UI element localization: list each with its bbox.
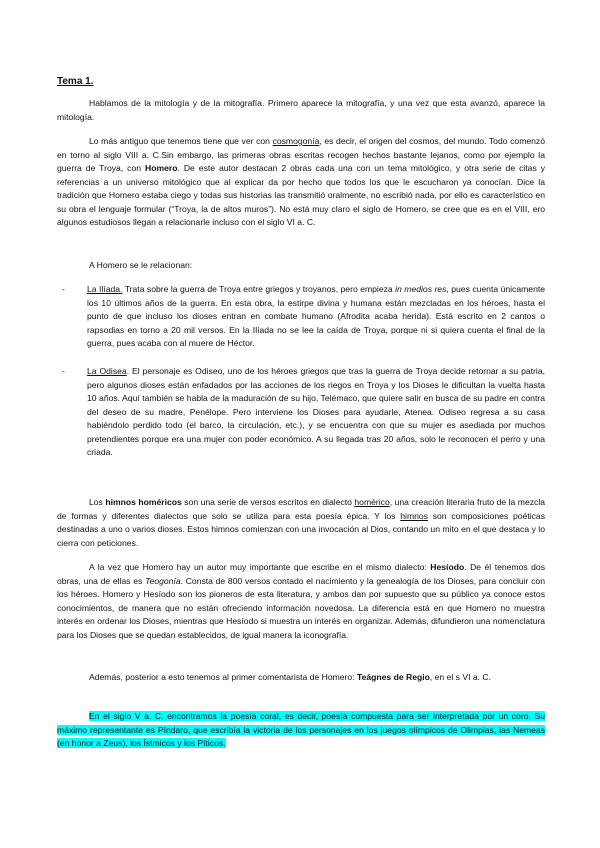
paragraph-poesia-coral bbox=[57, 710, 545, 751]
paragraph-text: Hablamos de la mitología y de la mitografía. Primero aparece la mitografía, y una vez que esta avanzó, aparece la mitología. bbox=[57, 98, 545, 122]
text-run: , pues cuenta únicamente los 10 últimos años de la guerra. En esta obra, la estirpe divina y humana están mezcladas en los héroes, hasta el punto de que incluso los dioses entran en combate humano (Afrodita acaba herida). Está escrito en 2 cantos o rapsodias en torno a 20 mil versos. En la Ilíada no se lee la caída de Troya, porque ni si quiera cuenta el final de la guerra, pues acaba con al muere de Héctor. bbox=[87, 284, 546, 348]
text-run: , una creación literaria fruto de la mezcla de formas y diferentes dialectos que solo se utiliza para esta poesía épica. Y los bbox=[57, 497, 546, 521]
author-homero: Homero bbox=[145, 163, 178, 173]
term-himnos: himnos bbox=[400, 510, 428, 521]
list-item-odisea bbox=[57, 365, 545, 460]
highlighted-text: En el siglo V a. C. encontramos la poesía coral, es decir, poesía compuesta para ser interpretada por un coro. Su máximo representante es Píndaro, que escribía la victoria de los personajes en los juegos olímpicos de Olimpias, las Nemeas (en honor a Zeus), los Ístmicos y los Píticos. bbox=[57, 711, 545, 748]
text-run: Los bbox=[89, 497, 106, 507]
term-himnos-homericos: himnos homéricos bbox=[105, 497, 182, 507]
term-cosmogonia: cosmogonía bbox=[272, 136, 320, 146]
list-bullet: - bbox=[62, 284, 65, 294]
text-run: , en el s VI a. C. bbox=[429, 672, 492, 682]
text-run: Trata sobre la guerra de Troya entre griegos y troyanos, pero empieza bbox=[122, 284, 396, 294]
paragraph-himnos bbox=[57, 496, 545, 550]
work-title-odisea: La Odisea bbox=[87, 366, 127, 376]
list-item-iliada bbox=[57, 283, 545, 351]
author-hesiodo: Hesíodo bbox=[430, 562, 465, 572]
list-bullet: - bbox=[62, 366, 65, 376]
text-run: Además, posterior a esto tenemos al primer comentarista de Homero: bbox=[89, 672, 357, 682]
paragraph-intro-list bbox=[57, 259, 545, 273]
work-title-iliada: La Ilíada. bbox=[87, 284, 123, 294]
italic-phrase: in medios res bbox=[395, 284, 447, 294]
paragraph-hesiodo bbox=[57, 561, 545, 642]
term-homerico: homérico bbox=[354, 497, 390, 507]
text-run: A la vez que Homero hay un autor muy importante que escribe en el mismo dialecto: bbox=[89, 562, 431, 572]
text-run: . Consta de 800 versos contado el nacimiento y la genealogía de los Dioses, para concluir con los héroes. Homero y Hesíodo son los pioneros de esta literatura, y ambos dan por supuesto que su público ya conoce estos conocimientos, de manera que no están ofreciendo información novedosa. La diferencia está en que Homero no muestra interés en ordenar los Dioses, mientras que Hesíodo si muestra un interés en organizar. Además, difundieron una nomenclatura para los Dioses que se quedan establecidos, de igual manera la iconografía. bbox=[57, 575, 545, 640]
text-run: , es decir, el origen del cosmos, del mundo. Todo comenzó en torno al siglo VIII a. C.Sin embargo, las primeras obras escritas recogen hechos bastante lejanos, como por ejemplo la guerra de Troya, con bbox=[57, 136, 545, 173]
paragraph-teagnes bbox=[57, 671, 545, 685]
paragraph-cosmogonia bbox=[57, 135, 545, 230]
work-title-teogonia: Teogonía bbox=[145, 575, 181, 586]
text-run: son una serie de versos escritos en dialecto bbox=[181, 497, 355, 507]
paragraph-mitologia bbox=[57, 97, 545, 124]
paragraph-text: A Homero se le relacionan: bbox=[89, 260, 193, 270]
text-run: son composiciones poéticas destinadas a uno o varios dioses. Estos himnos comienzan con una invocación al Dios, contando un mito en el que destaca y lo cierra con peticiones. bbox=[57, 510, 546, 548]
text-run: . El personaje es Odiseo, uno de los héroes griegos que tras la guerra de Troya decide retornar a su patria, pero algunos dioses están enfadados por las acciones de los riegos en Troya y los Dioses le dificultan la vuelta hasta 10 años. Aquí también se habla de la maduración de su hijo, Telémaco, que quiere salir en busca de su padre en contra del deseo de su madre, Penélope. Pero interviene los Dioses para ayudarle, Atenea. Odiseo regresa a su casa habiéndolo perdido todo (el barco, la circulación, etc.), y se encuentra con que su mujer es asediada por muchos pretendientes porque era una mujer con poder económico. A su llegada tras 20 años, solo le reconocen el perro y una criada. bbox=[87, 366, 545, 457]
document-title: Tema 1. bbox=[57, 76, 94, 87]
text-run: Lo más antiguo que tenemos tiene que ver con bbox=[89, 136, 273, 146]
text-run: . De él tenemos dos obras, una de ellas es bbox=[57, 562, 545, 586]
author-teagnes: Teágnes de Regio bbox=[356, 672, 430, 682]
text-run: . De este autor destacan 2 obras cada una con un tema mitológico, y otra serie de citas y referencias a un universo mitológico que al explicar da por hecho que todos los que le escucharon ya conocían. Dice la tradición que Homero estaba ciego y todas sus historias las transmitió oralmente, no escribió nada, por ello es característico en su obra el lenguaje formular (“Troya, la de altos muros”). No está muy claro el siglo de Homero, se cree que es en el VIII, ero algunos estudiosos llegan a relacionarle incluso con el siglo VI a. C. bbox=[57, 163, 546, 227]
